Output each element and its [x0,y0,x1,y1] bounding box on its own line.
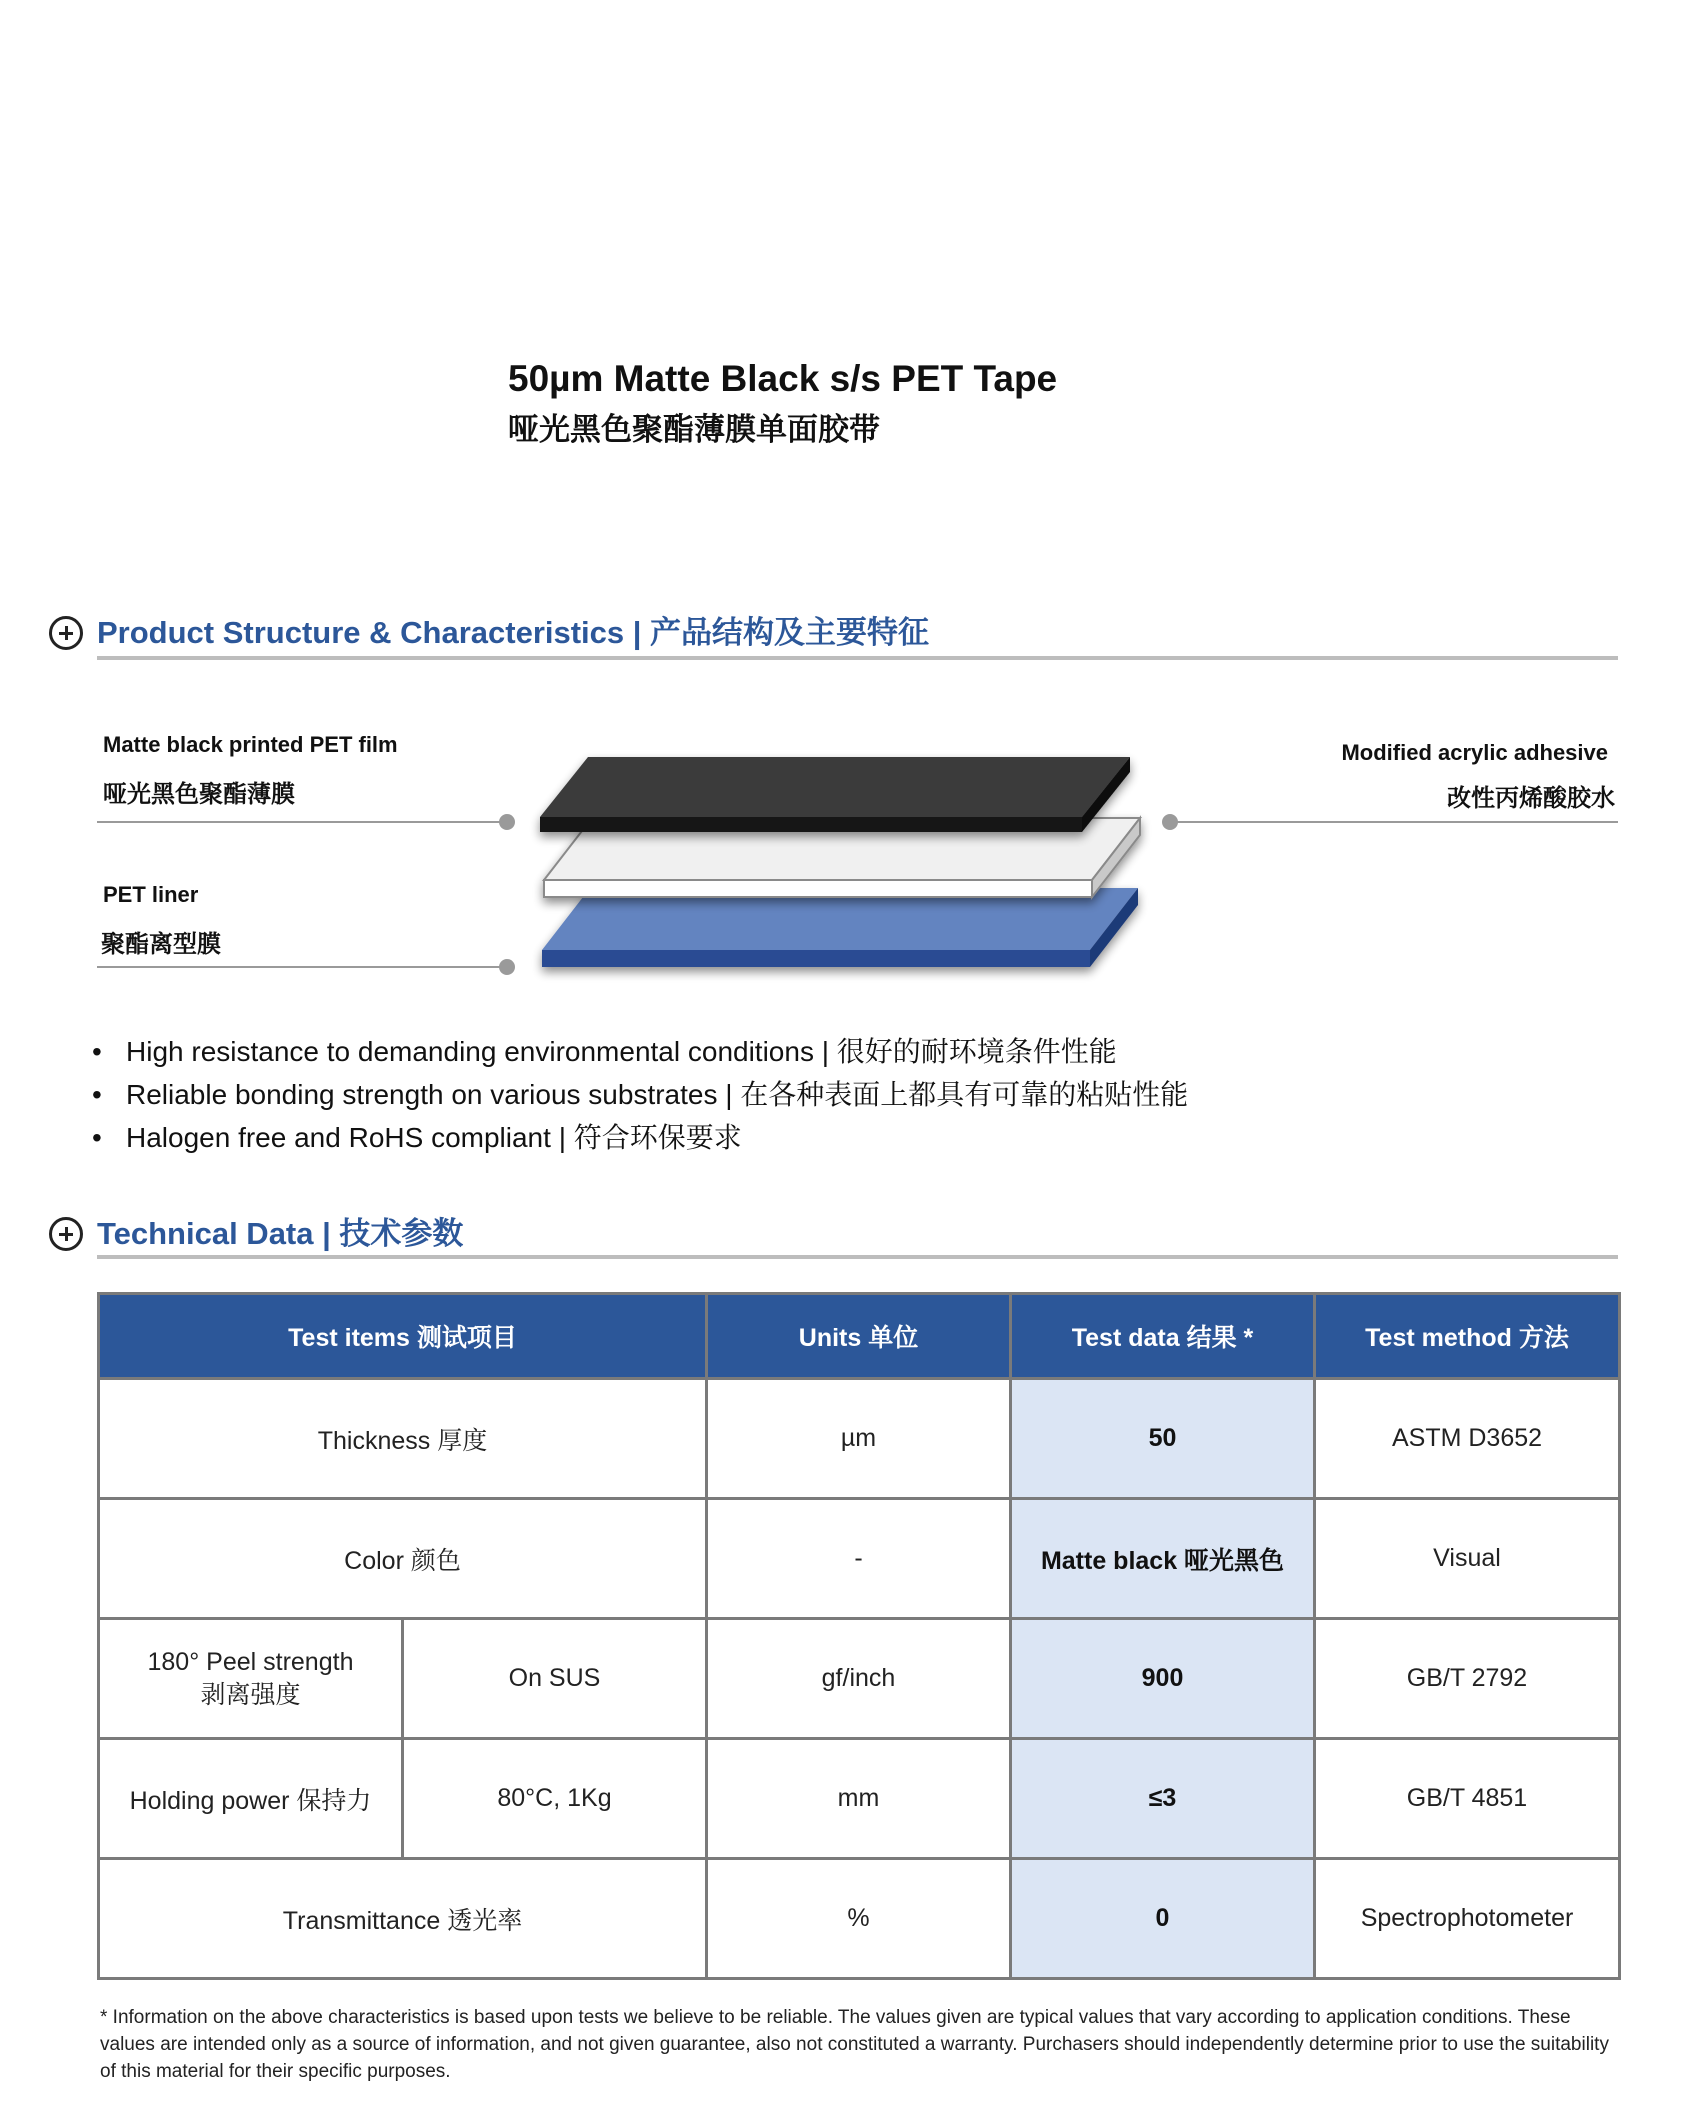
cell-method: ASTM D3652 [1315,1379,1620,1499]
table-row [99,1379,1620,1499]
column-header-units: Units 单位 [707,1294,1011,1379]
section-title-technical: Technical Data | 技术参数 [97,1216,464,1251]
cell-unit: % [707,1859,1011,1979]
cell-item: 180° Peel strength 剥离强度 [99,1619,403,1739]
label-liner-en: PET liner [103,882,199,907]
layer-liner [542,888,1138,967]
leader-line-liner [97,966,507,968]
cell-value: Matte black 哑光黑色 [1011,1499,1315,1619]
table-row [99,1499,1620,1619]
column-header-method: Test method 方法 [1315,1294,1620,1379]
label-film-en: Matte black printed PET film [103,732,398,757]
layer-stack-diagram [520,745,1160,985]
leader-line-film [97,821,507,823]
list-item: • Reliable bonding strength on various substrates | 在各种表面上都具有可靠的粘贴性能 [92,1073,1188,1116]
table-row [99,1739,1620,1859]
cell-unit: mm [707,1739,1011,1859]
technical-data-table [97,1292,1621,1980]
label-adhesive-zh: 改性丙烯酸胶水 [1447,784,1615,812]
plus-circle-icon [49,1217,83,1251]
cell-unit: µm [707,1379,1011,1499]
cell-value: 50 [1011,1379,1315,1499]
label-adhesive-en: Modified acrylic adhesive [1341,740,1608,765]
cell-value: 900 [1011,1619,1315,1739]
table-header-row [99,1294,1620,1379]
cell-method: Visual [1315,1499,1620,1619]
footnote-disclaimer: * Information on the above characteristics is based upon tests we believe to be reliable. The values given are typical values that vary according to application conditions. These values are intended only as a source of information, and not given guarantee, also not constituted a warranty. Purchasers should independently determine prior to use the suitability of this material for their specific purposes. [100,2007,1609,2082]
cell-condition: On SUS [403,1619,707,1739]
product-title: 50µm Matte Black s/s PET Tape [508,358,1058,399]
section-title-structure: Product Structure & Characteristics | 产品结构及主要特征 [97,615,930,650]
cell-item: Color 颜色 [99,1499,707,1619]
cell-method: GB/T 2792 [1315,1619,1620,1739]
label-film-zh: 哑光黑色聚酯薄膜 [103,780,295,808]
leader-line-adhesive [1170,821,1618,823]
layer-film [540,757,1130,832]
cell-item: Thickness 厚度 [99,1379,707,1499]
leader-dot-film [499,814,515,830]
cell-item: Transmittance 透光率 [99,1859,707,1979]
cell-condition: 80°C, 1Kg [403,1739,707,1859]
section-divider [97,1255,1618,1259]
cell-value: 0 [1011,1859,1315,1979]
cell-value: ≤3 [1011,1739,1315,1859]
section-divider [97,656,1618,660]
label-liner-zh: 聚酯离型膜 [101,930,221,958]
column-header-data: Test data 结果 * [1011,1294,1315,1379]
table-row [99,1619,1620,1739]
cell-item: Holding power 保持力 [99,1739,403,1859]
column-header-items: Test items 测试项目 [99,1294,707,1379]
cell-method: Spectrophotometer [1315,1859,1620,1979]
cell-unit: gf/inch [707,1619,1011,1739]
list-item: • High resistance to demanding environmental conditions | 很好的耐环境条件性能 [92,1030,1188,1073]
characteristics-list [92,1030,1188,1159]
cell-unit: - [707,1499,1011,1619]
leader-dot-liner [499,959,515,975]
plus-circle-icon [49,616,83,650]
table-row [99,1859,1620,1979]
list-item: • Halogen free and RoHS compliant | 符合环保要求 [92,1116,1188,1159]
product-title-chinese: 哑光黑色聚酯薄膜单面胶带 [508,412,880,448]
cell-method: GB/T 4851 [1315,1739,1620,1859]
